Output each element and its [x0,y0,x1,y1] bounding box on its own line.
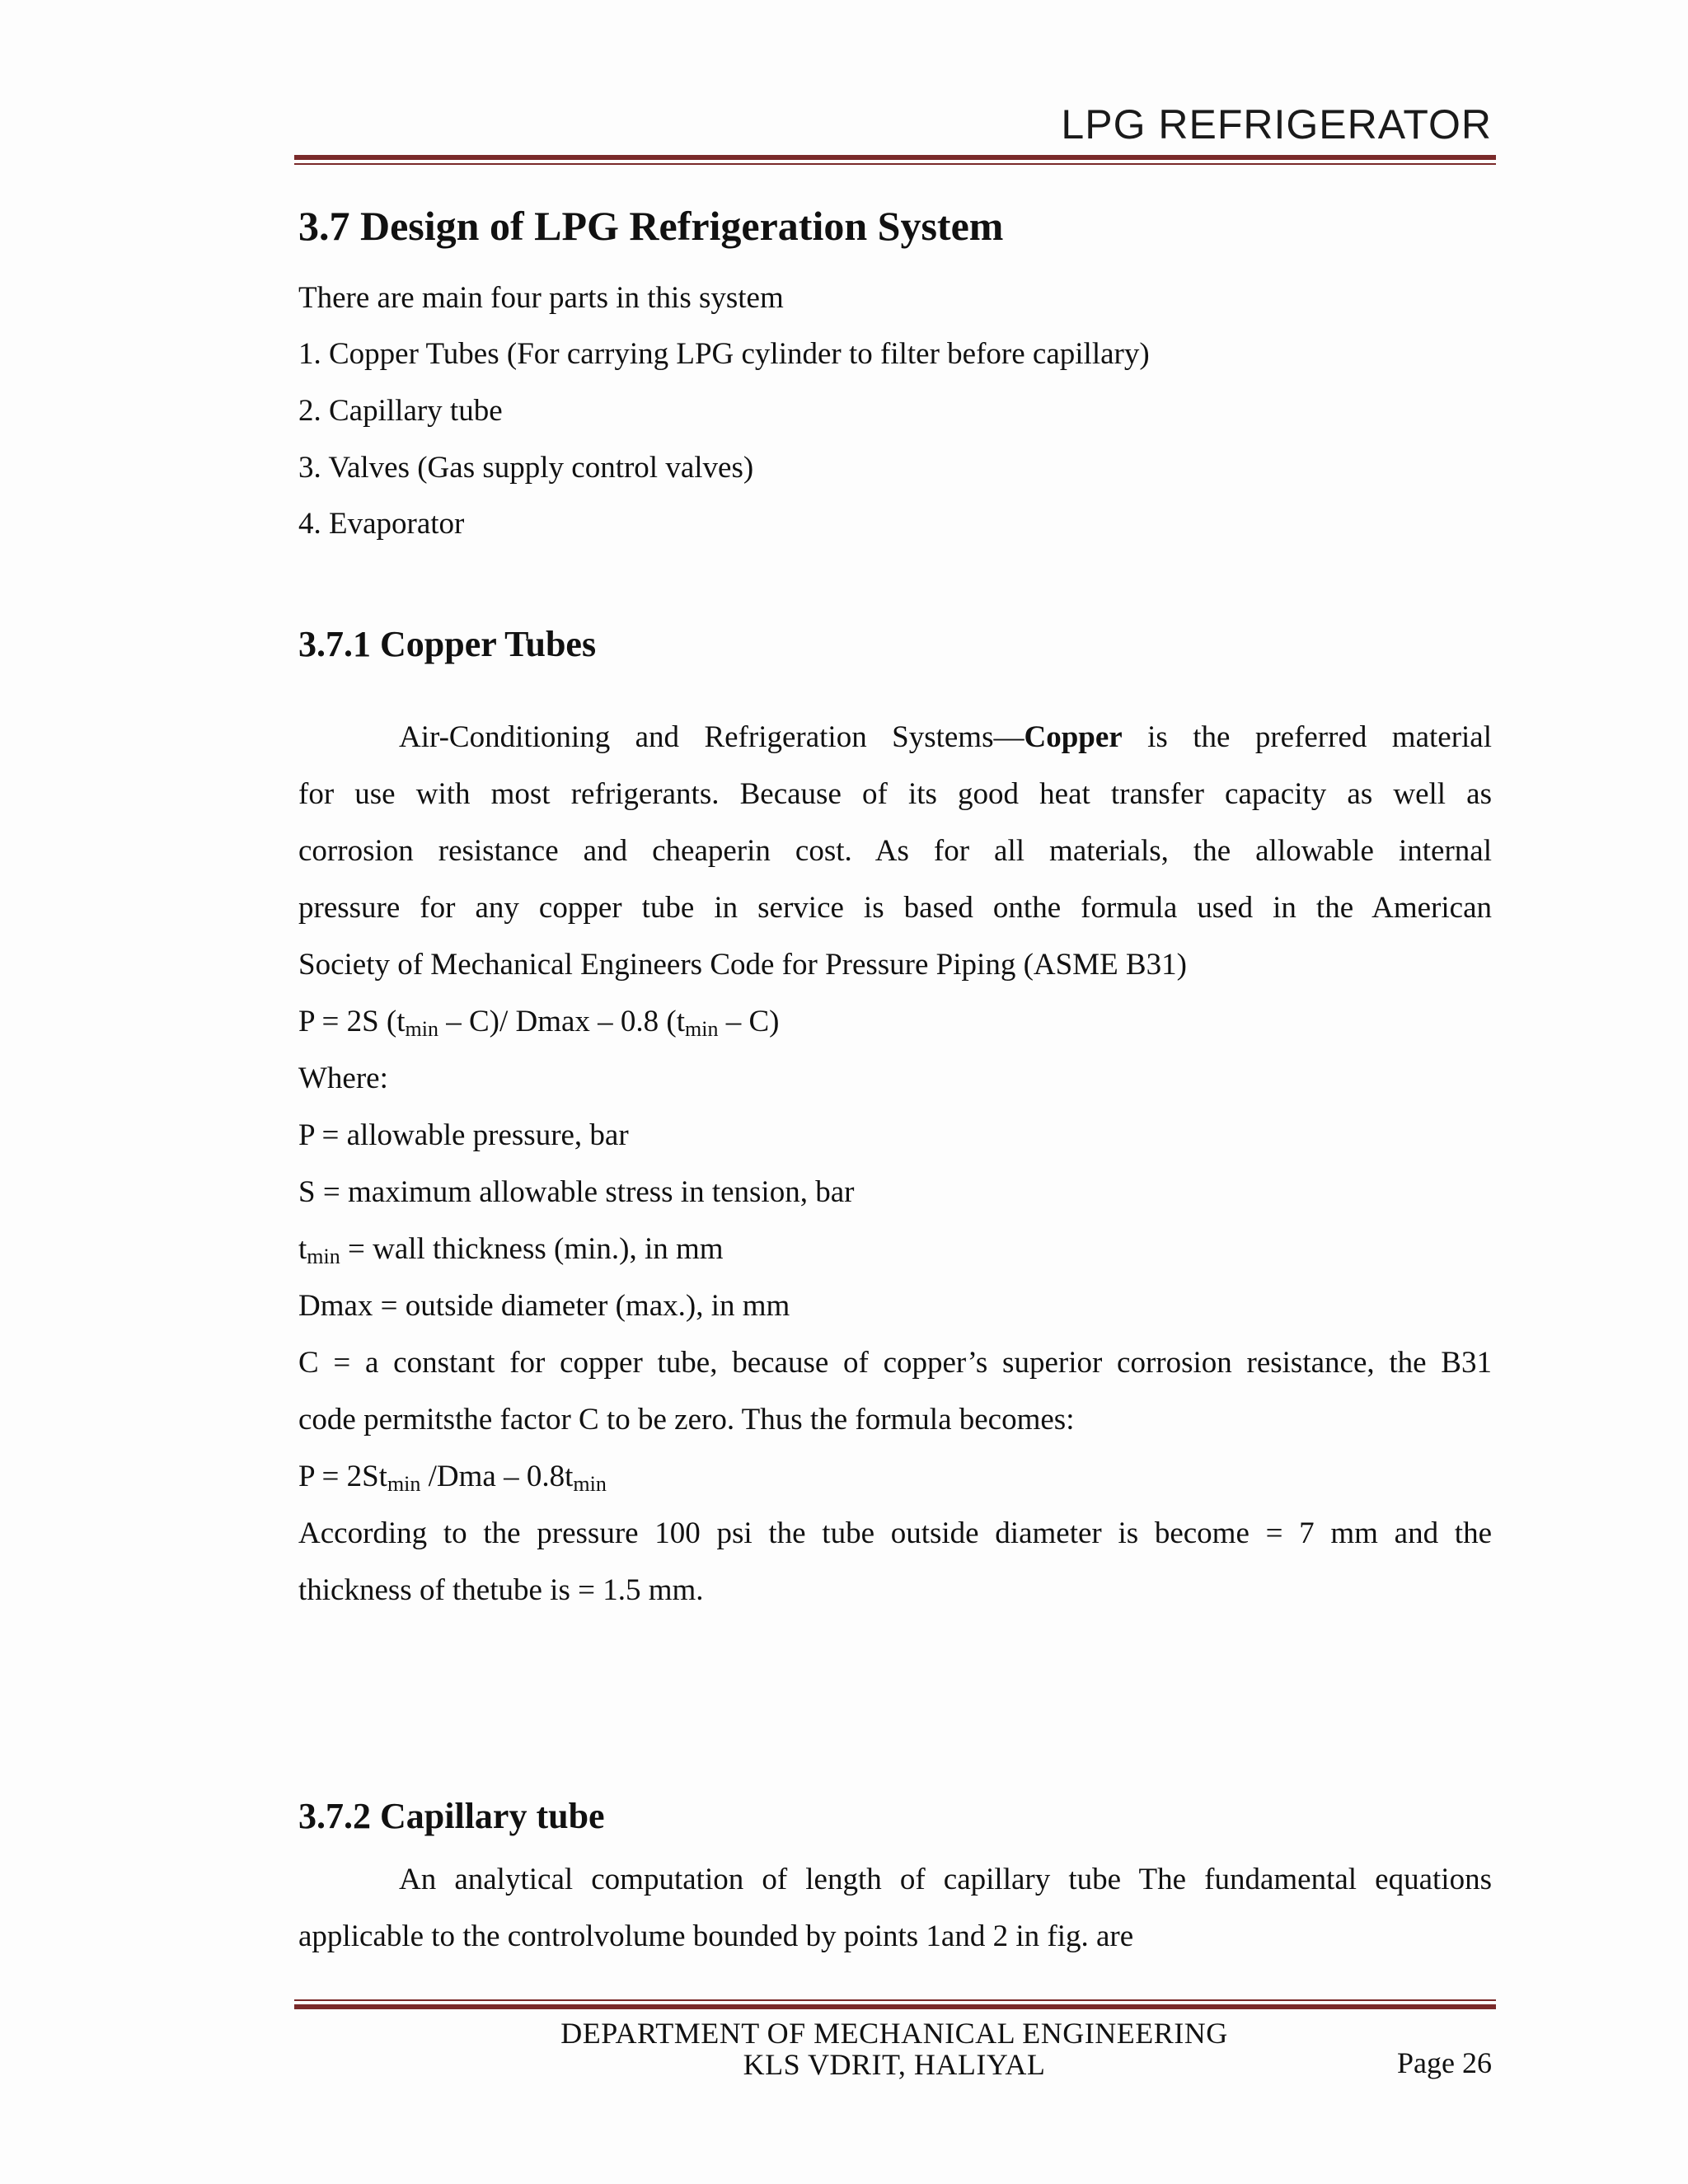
formula-pressure: P = 2S $(t_{min} - C)/$ Dmax – 0.8 $(t_{min} - C)$ [298,1005,780,1041]
formula-simplified: $P = 2St_{min}$ $/Dma - 0.8t_{min}$ [298,1460,607,1496]
header-title: LPG REFRIGERATOR [1061,101,1492,148]
subsection-title: 3.7.2 Capillary tube [298,1796,605,1836]
paragraph-line: An analytical computation of length of capillary tube The fundamental equations [399,1863,1492,1896]
footer-college: KLS VDRIT, HALIYAL [743,2048,1046,2081]
subsection-title: 3.7.1 Copper Tubes [298,624,597,664]
definition-c: C = a constant for copper tube, because of copper’s superior corrosion resistance, the B31 [298,1346,1492,1380]
section-title: 3.7 Design of LPG Refrigeration System [298,203,1004,249]
part-item: 4. Evaporator [298,507,465,541]
definition-c-cont: code permitsthe factor C to be zero. Thus the formula becomes: [298,1403,1075,1436]
where-label: Where: [298,1062,388,1095]
definition-p: P = allowable pressure, bar [298,1118,629,1152]
paragraph-line: pressure for any copper tube in service is based onthe formula used in the American [298,891,1492,925]
header-rule-thin [294,163,1496,165]
result-line: According to the pressure 100 psi the tube outside diameter is become = 7 mm and the [298,1516,1492,1550]
footer-rule [294,2004,1496,2009]
paragraph-line: Society of Mechanical Engineers Code for Pressure Piping (ASME B31) [298,948,1187,982]
part-item: 3. Valves (Gas supply control valves) [298,451,754,485]
paragraph-line: applicable to the controlvolume bounded by points 1and 2 in fig. are [298,1919,1134,1953]
header-rule [294,155,1496,160]
intro-text: There are main four parts in this system [298,281,784,315]
page-number: Page 26 [1397,2046,1492,2079]
definition-d: Dmax = outside diameter (max.), in mm [298,1289,790,1323]
footer-department: DEPARTMENT OF MECHANICAL ENGINEERING [560,2017,1228,2050]
paragraph-line: for use with most refrigerants. Because of its good heat transfer capacity as well as [298,777,1492,811]
result-line: thickness of thetube is = 1.5 mm. [298,1573,704,1607]
part-item: 1. Copper Tubes (For carrying LPG cylinder to filter before capillary) [298,337,1150,371]
paragraph-line: corrosion resistance and cheaperin cost. As for all materials, the allowable internal [298,834,1492,868]
part-item: 2. Capillary tube [298,394,503,428]
definition-s: S = maximum allowable stress in tension, bar [298,1175,855,1209]
paragraph-line: Air-Conditioning and Refrigeration Systems—Copper is the preferred material [399,720,1492,754]
footer-rule-thin [294,1999,1496,2001]
bold-term: Copper [1024,720,1123,754]
definition-t: $t_{min}$ = wall thickness (min.), in mm [298,1232,724,1268]
